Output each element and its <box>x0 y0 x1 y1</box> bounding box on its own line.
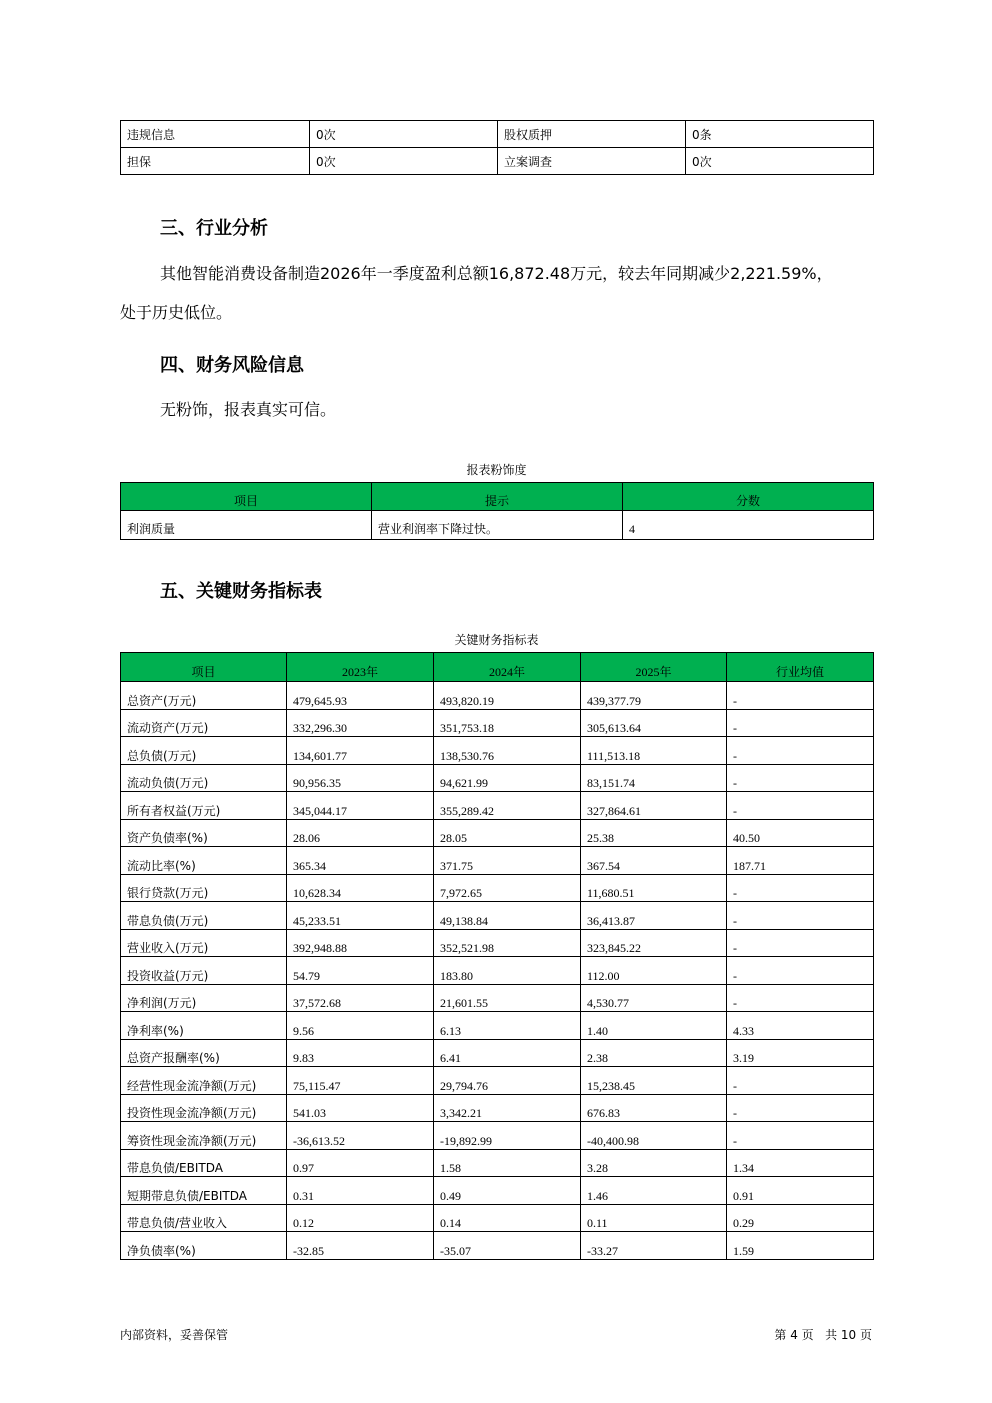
key-financial-indicators-table <box>120 652 874 1260</box>
kfi-value-cell: 0.97 <box>287 1149 434 1177</box>
kfi-header-cell: 2025年 <box>581 653 727 682</box>
kfi-value-cell: 352,521.98 <box>434 929 581 957</box>
kfi-value-cell: 90,956.35 <box>287 764 434 792</box>
kfi-row-label: 总负债(万元) <box>121 737 287 765</box>
kfi-value-cell: 49,138.84 <box>434 902 581 930</box>
kfi-value-cell: 9.56 <box>287 1012 434 1040</box>
kfi-value-cell: 183.80 <box>434 957 581 985</box>
kfi-value-cell: 37,572.68 <box>287 984 434 1012</box>
risk-table-row <box>121 121 874 148</box>
kfi-value-cell: 371.75 <box>434 847 581 875</box>
kfi-table-row <box>121 682 874 710</box>
kfi-value-cell: 327,864.61 <box>581 792 727 820</box>
whitewash-cell: 营业利润率下降过快。 <box>372 511 623 540</box>
kfi-table-caption: 关键财务指标表 <box>454 633 539 647</box>
kfi-value-cell: - <box>727 1122 874 1150</box>
kfi-value-cell: 21,601.55 <box>434 984 581 1012</box>
kfi-value-cell: 4,530.77 <box>581 984 727 1012</box>
kfi-table-row <box>121 709 874 737</box>
kfi-value-cell: 25.38 <box>581 819 727 847</box>
kfi-value-cell: 0.11 <box>581 1204 727 1232</box>
kfi-row-label: 筹资性现金流净额(万元) <box>121 1122 287 1150</box>
kfi-value-cell: 83,151.74 <box>581 764 727 792</box>
kfi-value-cell: 9.83 <box>287 1039 434 1067</box>
kfi-value-cell: 676.83 <box>581 1094 727 1122</box>
kfi-header-cell: 2024年 <box>434 653 581 682</box>
risk-item-label: 立案调查 <box>498 148 686 175</box>
kfi-value-cell: 541.03 <box>287 1094 434 1122</box>
kfi-row-label: 营业收入(万元) <box>121 929 287 957</box>
whitewash-cell: 4 <box>623 511 874 540</box>
risk-table-row <box>121 148 874 175</box>
kfi-value-cell: 1.59 <box>727 1232 874 1260</box>
risk-item-value: 0次 <box>310 121 498 148</box>
kfi-row-label: 带息负债/营业收入 <box>121 1204 287 1232</box>
kfi-value-cell: 6.41 <box>434 1039 581 1067</box>
kfi-value-cell: 3.28 <box>581 1149 727 1177</box>
kfi-value-cell: -40,400.98 <box>581 1122 727 1150</box>
whitewash-table-row <box>121 511 874 540</box>
whitewash-cell: 利润质量 <box>121 511 372 540</box>
kfi-header-cell: 项目 <box>121 653 287 682</box>
kfi-value-cell: 392,948.88 <box>287 929 434 957</box>
kfi-table-row <box>121 1232 874 1260</box>
risk-item-value: 0次 <box>310 148 498 175</box>
kfi-table-row <box>121 1177 874 1205</box>
kfi-value-cell: 187.71 <box>727 847 874 875</box>
kfi-value-cell: 75,115.47 <box>287 1067 434 1095</box>
kfi-value-cell: - <box>727 984 874 1012</box>
kfi-value-cell: 54.79 <box>287 957 434 985</box>
kfi-value-cell: -35.07 <box>434 1232 581 1260</box>
kfi-row-label: 资产负债率(%) <box>121 819 287 847</box>
kfi-value-cell: 0.14 <box>434 1204 581 1232</box>
kfi-row-label: 总资产报酬率(%) <box>121 1039 287 1067</box>
kfi-value-cell: 6.13 <box>434 1012 581 1040</box>
section3-paragraph-line2: 处于历史低位。 <box>120 303 233 322</box>
kfi-value-cell: 111,513.18 <box>581 737 727 765</box>
kfi-value-cell: 0.31 <box>287 1177 434 1205</box>
kfi-table-row <box>121 1149 874 1177</box>
whitewash-header-cell: 项目 <box>121 483 372 511</box>
kfi-table-row <box>121 1204 874 1232</box>
kfi-row-label: 净利润(万元) <box>121 984 287 1012</box>
kfi-value-cell: 345,044.17 <box>287 792 434 820</box>
section4-paragraph: 无粉饰，报表真实可信。 <box>160 400 337 419</box>
kfi-value-cell: 3.19 <box>727 1039 874 1067</box>
kfi-value-cell: 11,680.51 <box>581 874 727 902</box>
kfi-value-cell: 7,972.65 <box>434 874 581 902</box>
kfi-value-cell: 3,342.21 <box>434 1094 581 1122</box>
kfi-value-cell: 0.29 <box>727 1204 874 1232</box>
kfi-value-cell: - <box>727 792 874 820</box>
kfi-value-cell: 94,621.99 <box>434 764 581 792</box>
kfi-value-cell: 0.12 <box>287 1204 434 1232</box>
kfi-value-cell: 134,601.77 <box>287 737 434 765</box>
kfi-value-cell: -32.85 <box>287 1232 434 1260</box>
whitewash-table <box>120 482 874 540</box>
kfi-value-cell: 332,296.30 <box>287 709 434 737</box>
section4-title: 四、财务风险信息 <box>160 355 304 376</box>
kfi-row-label: 银行贷款(万元) <box>121 874 287 902</box>
kfi-value-cell: 40.50 <box>727 819 874 847</box>
kfi-value-cell: - <box>727 1067 874 1095</box>
risk-item-label: 违规信息 <box>121 121 310 148</box>
kfi-value-cell: 1.58 <box>434 1149 581 1177</box>
kfi-value-cell: - <box>727 1094 874 1122</box>
kfi-value-cell: 305,613.64 <box>581 709 727 737</box>
kfi-row-label: 带息负债/EBITDA <box>121 1149 287 1177</box>
kfi-row-label: 流动资产(万元) <box>121 709 287 737</box>
kfi-header-cell: 2023年 <box>287 653 434 682</box>
kfi-value-cell: - <box>727 764 874 792</box>
kfi-table-row <box>121 957 874 985</box>
kfi-value-cell: - <box>727 874 874 902</box>
kfi-row-label: 所有者权益(万元) <box>121 792 287 820</box>
whitewash-header-cell: 提示 <box>372 483 623 511</box>
section3-paragraph-line1: 其他智能消费设备制造2026年一季度盈利总额16,872.48万元，较去年同期减少2,221.59%， <box>160 264 833 283</box>
kfi-value-cell: - <box>727 682 874 710</box>
kfi-value-cell: 112.00 <box>581 957 727 985</box>
kfi-value-cell: - <box>727 709 874 737</box>
kfi-row-label: 流动比率(%) <box>121 847 287 875</box>
kfi-table-row <box>121 874 874 902</box>
kfi-value-cell: 1.40 <box>581 1012 727 1040</box>
kfi-value-cell: 1.34 <box>727 1149 874 1177</box>
kfi-table-row <box>121 792 874 820</box>
kfi-value-cell: - <box>727 957 874 985</box>
kfi-value-cell: 36,413.87 <box>581 902 727 930</box>
footer-page-number: 第 4 页 共 10 页 <box>774 1328 872 1342</box>
whitewash-table-caption: 报表粉饰度 <box>466 463 527 477</box>
kfi-value-cell: 28.05 <box>434 819 581 847</box>
kfi-table-row <box>121 764 874 792</box>
kfi-table-row <box>121 1039 874 1067</box>
kfi-table-row <box>121 1094 874 1122</box>
kfi-value-cell: 367.54 <box>581 847 727 875</box>
kfi-value-cell: 4.33 <box>727 1012 874 1040</box>
section3-title: 三、行业分析 <box>160 218 268 239</box>
whitewash-header-cell: 分数 <box>623 483 874 511</box>
kfi-value-cell: 10,628.34 <box>287 874 434 902</box>
kfi-row-label: 总资产(万元) <box>121 682 287 710</box>
kfi-row-label: 净负债率(%) <box>121 1232 287 1260</box>
kfi-value-cell: 493,820.19 <box>434 682 581 710</box>
kfi-row-label: 短期带息负债/EBITDA <box>121 1177 287 1205</box>
kfi-value-cell: 2.38 <box>581 1039 727 1067</box>
risk-item-label: 担保 <box>121 148 310 175</box>
kfi-table-row <box>121 929 874 957</box>
kfi-table-row <box>121 1122 874 1150</box>
kfi-value-cell: -33.27 <box>581 1232 727 1260</box>
kfi-table-row <box>121 984 874 1012</box>
kfi-value-cell: -19,892.99 <box>434 1122 581 1150</box>
kfi-row-label: 流动负债(万元) <box>121 764 287 792</box>
kfi-value-cell: 0.49 <box>434 1177 581 1205</box>
kfi-value-cell: -36,613.52 <box>287 1122 434 1150</box>
kfi-table-row <box>121 1067 874 1095</box>
kfi-value-cell: 365.34 <box>287 847 434 875</box>
kfi-row-label: 投资收益(万元) <box>121 957 287 985</box>
kfi-value-cell: 479,645.93 <box>287 682 434 710</box>
kfi-value-cell: 351,753.18 <box>434 709 581 737</box>
kfi-value-cell: - <box>727 737 874 765</box>
kfi-table-row <box>121 1012 874 1040</box>
kfi-row-label: 投资性现金流净额(万元) <box>121 1094 287 1122</box>
kfi-value-cell: 0.91 <box>727 1177 874 1205</box>
kfi-value-cell: 45,233.51 <box>287 902 434 930</box>
kfi-value-cell: 1.46 <box>581 1177 727 1205</box>
risk-item-label: 股权质押 <box>498 121 686 148</box>
kfi-value-cell: 439,377.79 <box>581 682 727 710</box>
kfi-value-cell: 355,289.42 <box>434 792 581 820</box>
kfi-value-cell: - <box>727 902 874 930</box>
section5-title: 五、关键财务指标表 <box>160 581 322 602</box>
kfi-value-cell: 138,530.76 <box>434 737 581 765</box>
risk-item-value: 0条 <box>686 121 874 148</box>
risk-info-table <box>120 120 874 175</box>
kfi-table-row <box>121 737 874 765</box>
kfi-header-cell: 行业均值 <box>727 653 874 682</box>
kfi-row-label: 带息负债(万元) <box>121 902 287 930</box>
kfi-table-row <box>121 902 874 930</box>
kfi-row-label: 经营性现金流净额(万元) <box>121 1067 287 1095</box>
risk-item-value: 0次 <box>686 148 874 175</box>
kfi-value-cell: 28.06 <box>287 819 434 847</box>
kfi-row-label: 净利率(%) <box>121 1012 287 1040</box>
kfi-value-cell: - <box>727 929 874 957</box>
kfi-value-cell: 29,794.76 <box>434 1067 581 1095</box>
kfi-value-cell: 15,238.45 <box>581 1067 727 1095</box>
kfi-table-row <box>121 819 874 847</box>
footer-confidential-note: 内部资料，妥善保管 <box>120 1328 229 1342</box>
kfi-table-row <box>121 847 874 875</box>
kfi-value-cell: 323,845.22 <box>581 929 727 957</box>
